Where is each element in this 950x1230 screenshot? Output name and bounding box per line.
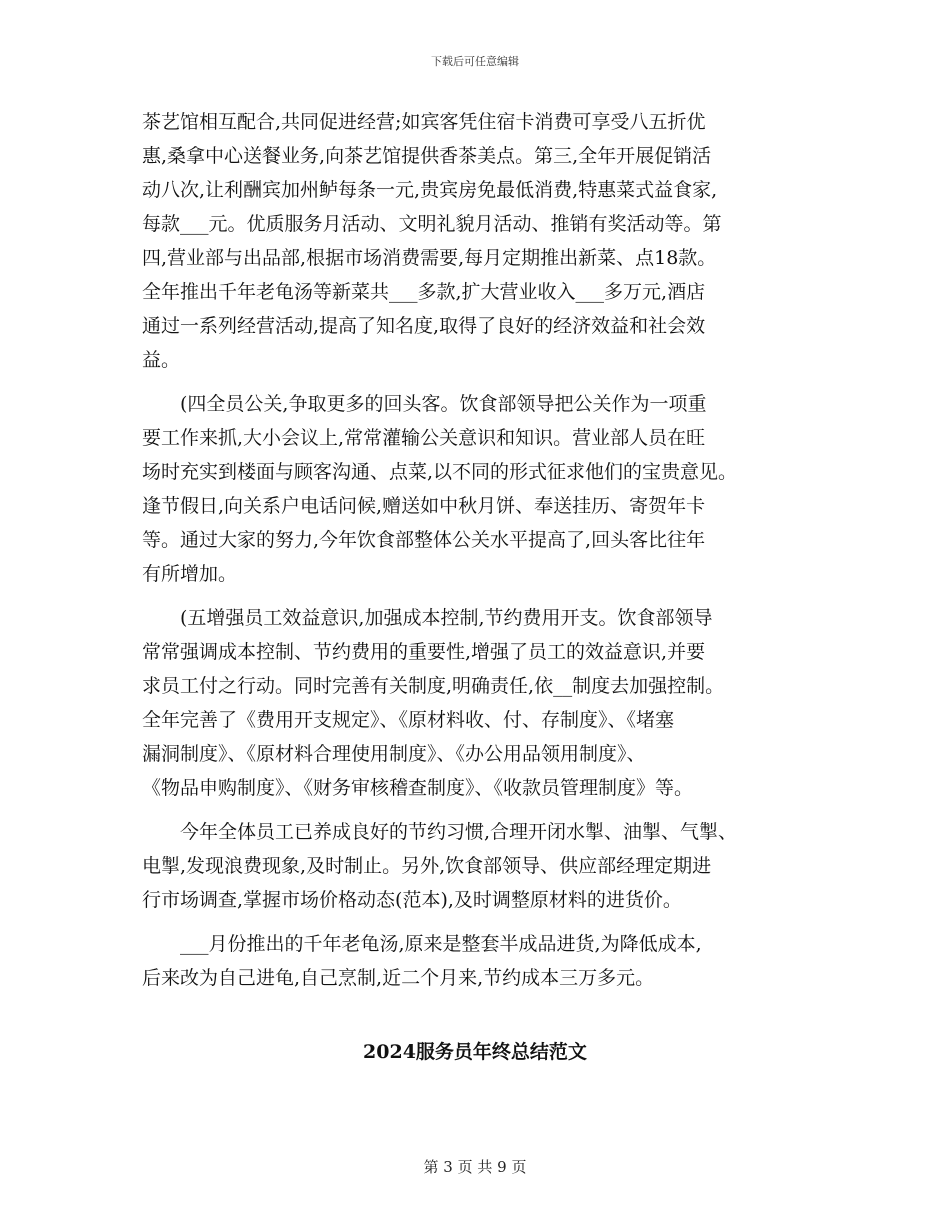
header-note: 下载后可任意编辑 xyxy=(431,55,519,68)
section-title: 2024服务员年终总结范文 xyxy=(363,1041,587,1063)
text-line: 益。 xyxy=(142,349,181,371)
text-line: 行市场调查,掌握市场价格动态(范本),及时调整原材料的进货价。 xyxy=(142,889,682,911)
text-line: 漏洞制度》、《原材料合理使用制度》、《办公用品领用制度》、 xyxy=(142,743,646,765)
text-line: 通过一系列经营活动,提高了知名度,取得了良好的经济效益和社会效 xyxy=(142,315,706,337)
text-line: ___月份推出的千年老龟汤,原来是整套半成品进货,为降低成本, xyxy=(180,933,702,955)
text-line: 《物品申购制度》、《财务审核稽查制度》、《收款员管理制度》等。 xyxy=(142,777,694,799)
paragraph-4 xyxy=(142,815,814,917)
text-line: 全年推出千年老龟汤等新菜共___多款,扩大营业收入___多万元,酒店 xyxy=(142,281,706,303)
body-text xyxy=(142,105,814,995)
text-line: 常常强调成本控制、节约费用的重要性,增强了员工的效益意识,并要 xyxy=(142,641,706,663)
text-line: 求员工付之行动。同时完善有关制度,明确责任,依__制度去加强控制。 xyxy=(142,675,725,697)
text-line: 全年完善了《费用开支规定》、《原材料收、付、存制度》、《堵塞 xyxy=(142,709,675,731)
paragraph-1 xyxy=(142,105,814,377)
text-line: (四全员公关,争取更多的回头客。饮食部领导把公关作为一项重 xyxy=(180,393,707,415)
text-line: 四,营业部与出品部,根据市场消费需要,每月定期推出新菜、点18款。 xyxy=(142,247,717,269)
text-line: 后来改为自己进龟,自己烹制,近二个月来,节约成本三万多元。 xyxy=(142,967,655,989)
text-line: 等。通过大家的努力,今年饮食部整体公关水平提高了,回头客比往年 xyxy=(142,529,706,551)
paragraph-3 xyxy=(142,601,814,805)
text-line: 要工作来抓,大小会议上,常常灌输公关意识和知识。营业部人员在旺 xyxy=(142,427,706,449)
text-line: 每款___元。优质服务月活动、文明礼貌月活动、推销有奖活动等。第 xyxy=(142,213,722,235)
text-line: 茶艺馆相互配合,共同促进经营;如宾客凭住宿卡消费可享受八五折优 xyxy=(142,111,706,133)
text-line: 逢节假日,向关系户电话问候,赠送如中秋月饼、奉送挂历、寄贺年卡 xyxy=(142,495,706,517)
text-line: (五增强员工效益意识,加强成本控制,节约费用开支。饮食部领导 xyxy=(180,607,713,629)
page-number: 第 3 页 共 9 页 xyxy=(423,1158,527,1176)
text-line: 动八次,让利酬宾加州鲈每条一元,贵宾房免最低消费,特惠菜式益食家, xyxy=(142,179,718,201)
text-line: 今年全体员工已养成良好的节约习惯,合理开闭水掣、油掣、气掣、 xyxy=(180,821,738,843)
text-line: 有所增加。 xyxy=(142,563,238,585)
paragraph-5 xyxy=(142,927,814,995)
text-line: 惠,桑拿中心送餐业务,向茶艺馆提供香茶美点。第三,全年开展促销活 xyxy=(142,145,712,167)
text-line: 电掣,发现浪费现象,及时制止。另外,饮食部领导、供应部经理定期进 xyxy=(142,855,712,877)
text-line: 场时充实到楼面与顾客沟通、点菜,以不同的形式征求他们的宝贵意见。 xyxy=(142,461,738,483)
paragraph-2 xyxy=(142,387,814,591)
